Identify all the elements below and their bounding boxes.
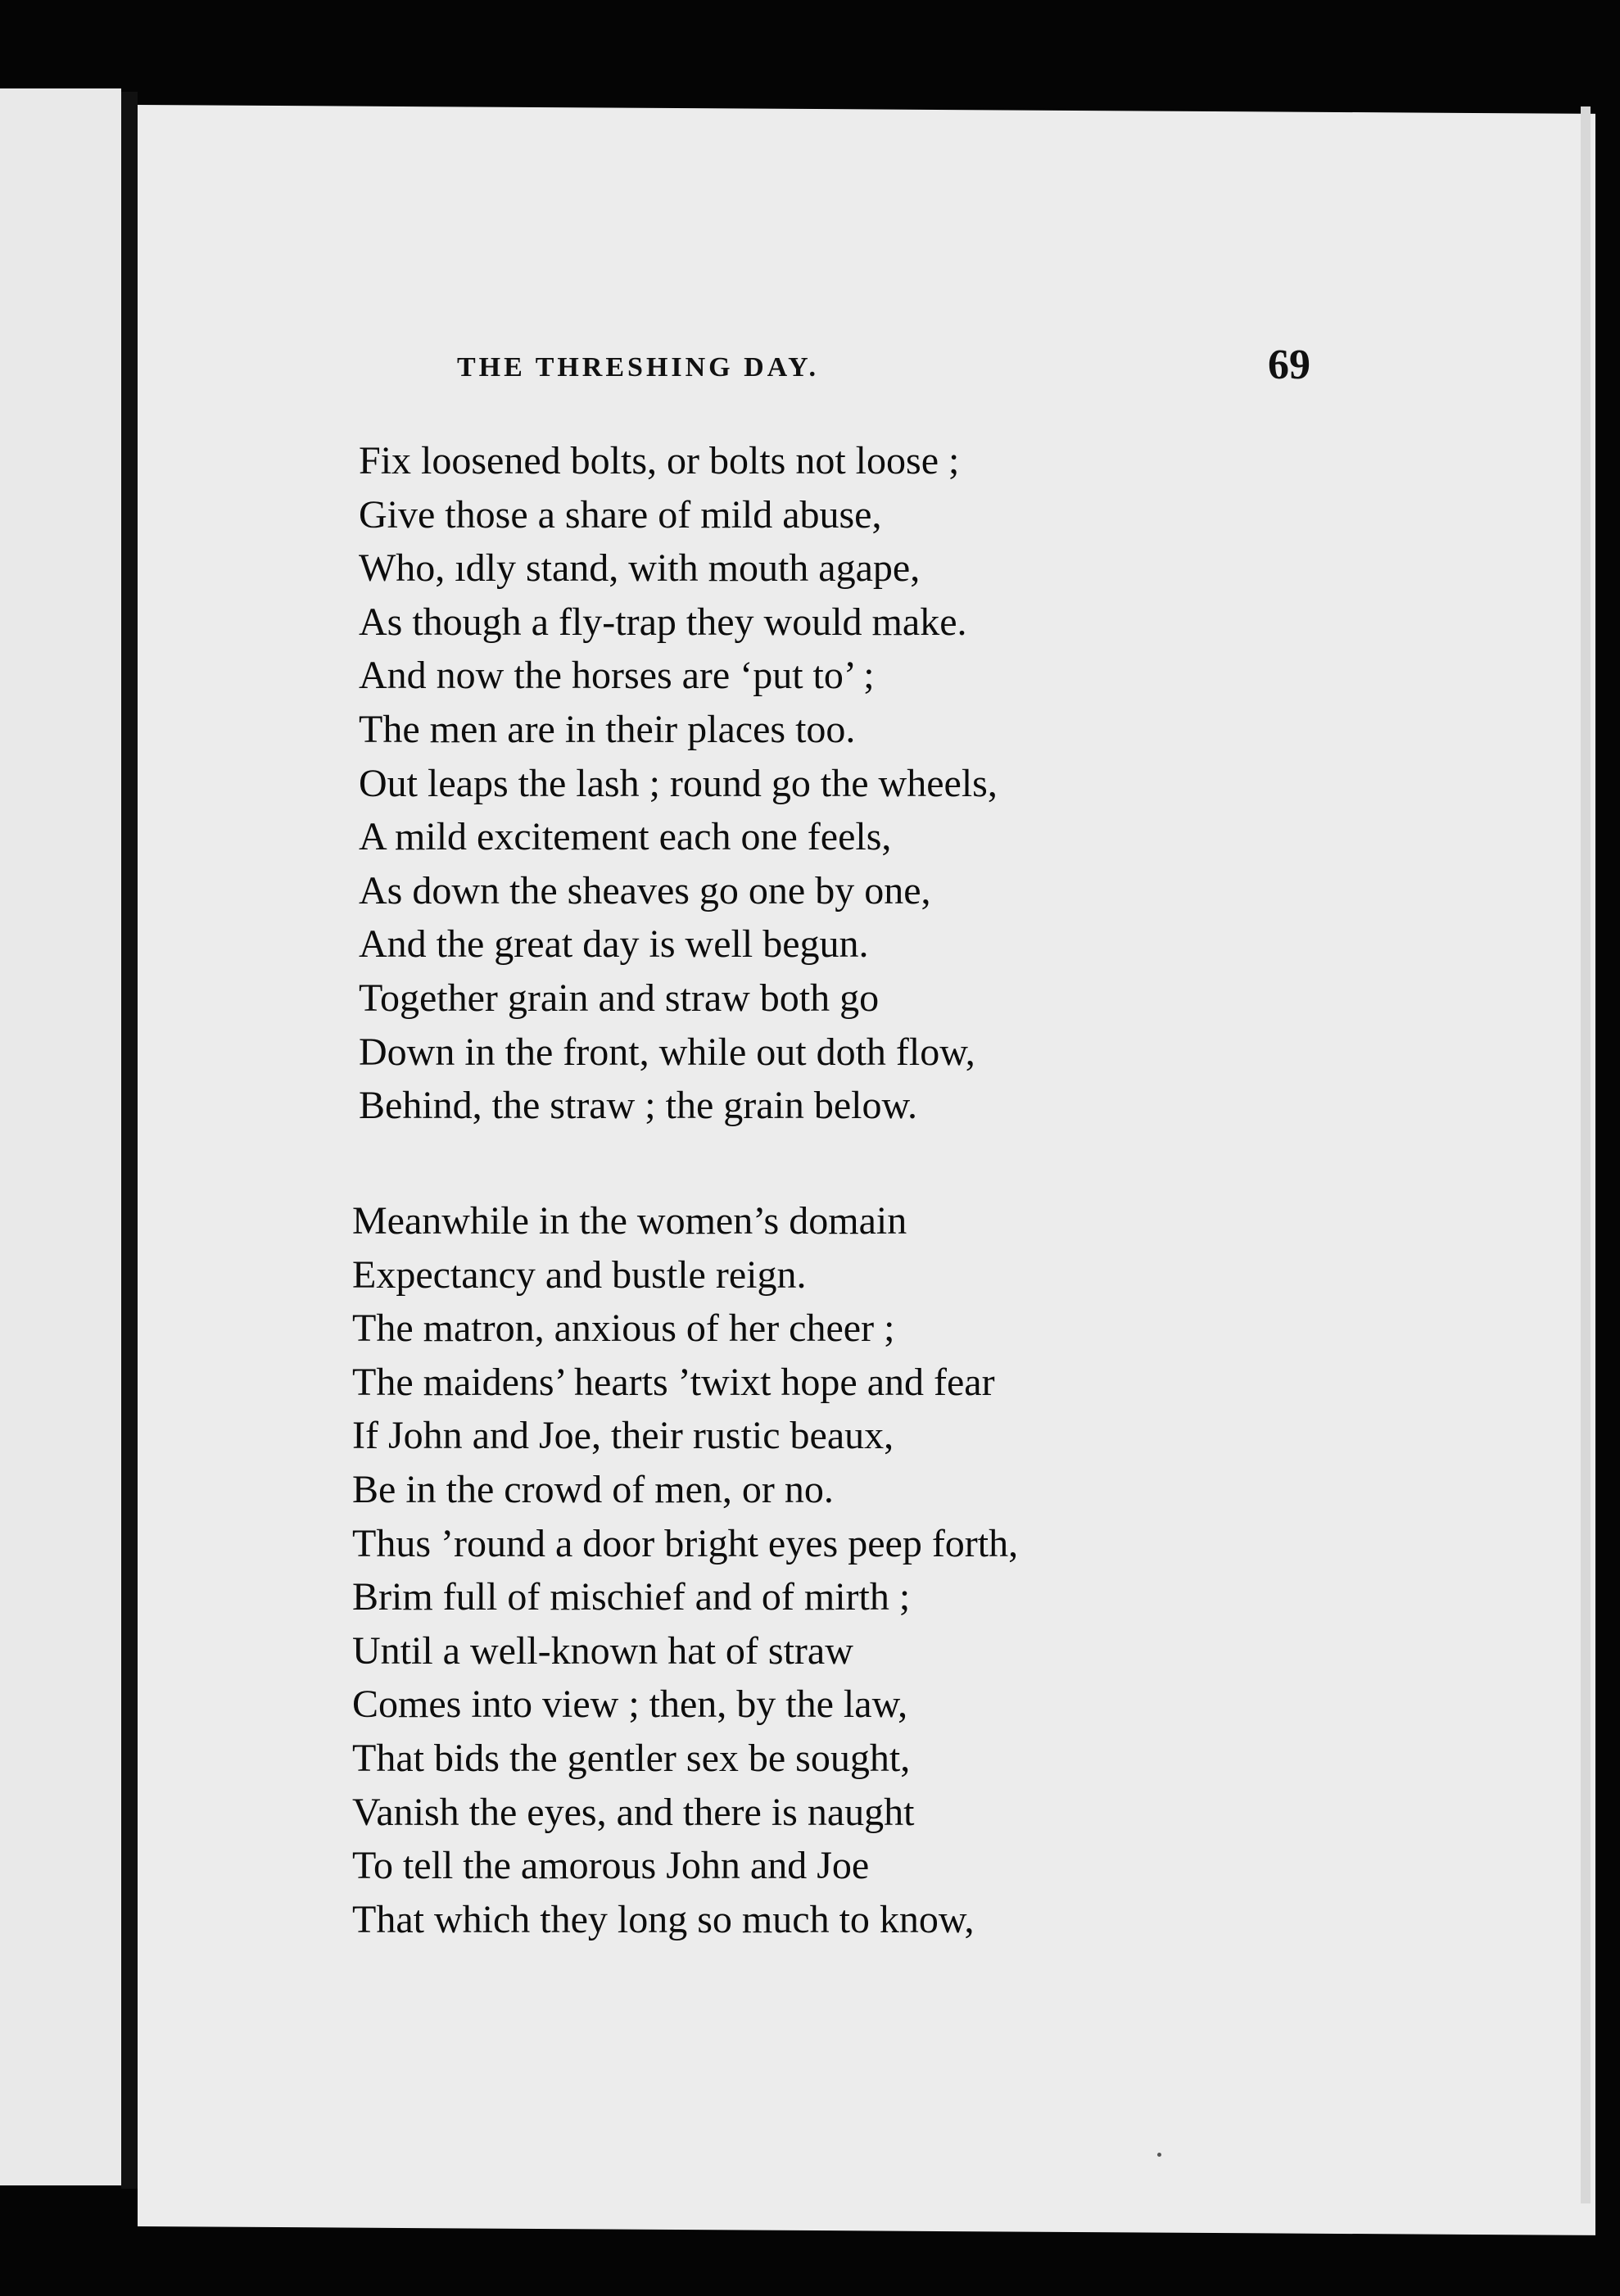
poem-line: Behind, the straw ; the grain below. [359,1084,918,1128]
poem-line: Down in the front, while out doth flow, [359,1030,975,1074]
poem-line: To tell the amorous John and Joe [352,1844,870,1888]
poem-line: The men are in their places too. [359,707,856,751]
poem-line: Fix loosened bolts, or bolts not loose ; [359,439,960,482]
facing-page-edge [0,88,121,2185]
poem-line: Out leaps the lash ; round go the wheels, [359,761,998,805]
poem-line: Expectancy and bustle reign. [352,1252,807,1297]
poem-line: Vanish the eyes, and there is naught [352,1790,915,1834]
poem-line: Together grain and straw both go [359,976,880,1020]
stanza [352,1194,1018,1946]
book-gutter [121,92,138,2189]
page-right-edge [1581,106,1591,2203]
poem-line: That bids the gentler sex be sought, [352,1736,911,1780]
poem-line: Brim full of mischief and of mirth ; [352,1575,911,1619]
scan-speck [1157,2153,1161,2157]
poem-line: The maidens’ hearts ’twixt hope and fear [352,1360,995,1404]
poem-line: Be in the crowd of men, or no. [352,1467,834,1511]
poem-line: Thus ’round a door bright eyes peep forth, [352,1521,1019,1565]
poem-line: If John and Joe, their rustic beaux, [352,1414,894,1458]
poem-line: Meanwhile in the women’s domain [352,1199,907,1243]
poem-line: As down the sheaves go one by one, [359,868,931,913]
poem-line: Give those a share of mild abuse, [359,492,882,537]
poem-line: As though a fly-trap they would make. [359,600,967,644]
poem-line: And now the horses are ‘put to’ ; [359,654,875,698]
poem-line: That which they long so much to know, [352,1897,975,1941]
poem-line: A mild excitement each one feels, [359,815,892,859]
poem-line: Until a well-known hat of straw [352,1628,853,1673]
stanza [359,434,998,1133]
page-number: 69 [1268,342,1310,388]
poem-line: The matron, anxious of her cheer ; [352,1307,895,1351]
poem-line: Who, ıdly stand, with mouth agape, [359,546,921,591]
poem-line: Comes into view ; then, by the law, [352,1682,908,1727]
running-head: THE THRESHING DAY. [457,352,820,383]
poem-line: And the great day is well begun. [359,922,869,967]
